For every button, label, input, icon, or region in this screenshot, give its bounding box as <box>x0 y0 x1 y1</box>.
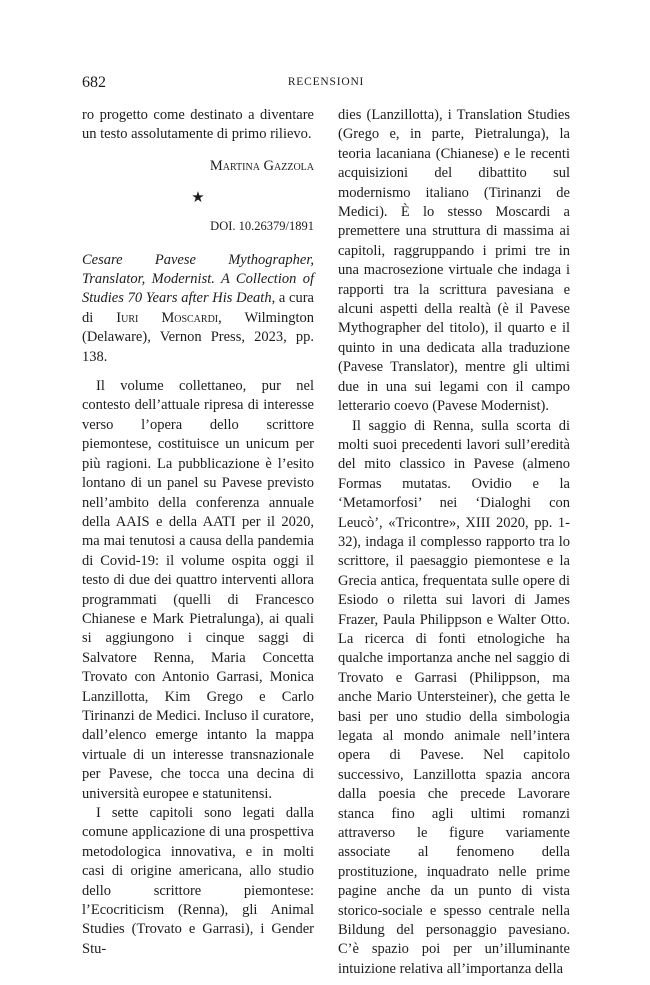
paragraph-3: Il saggio di Renna, sulla scorta di molti suoi precedenti lavori sull’eredità del mito classico in Pavese (almeno Formas mutatas. Ovidio e la ‘Metamorfosi’ nei ‘Dialoghi con Leucò’, «Tricontre», XIII 2020, pp. 1-32), indaga il complesso rapporto tra lo scrittore, il paesaggio piemontese e la Grecia antica, frequentata sulle opere di Esiodo o riletta sui lavori di James Frazer, Paula Philippson e Walter Otto. La ricerca di fonti etnologiche ha qualche importanza anche nel saggio di Trovato e Garrasi (Philippson, ma anche Mario Untersteiner), che getta le basi per uno studio della simbologia legata al mondo animale nell’intera opera di Pavese. Nel capitolo successivo, Lanzillotta spazia ancora dalla poesia che precede Lavorare stanca fino agli ultimi romanzi attraverso le figure variamente associate al fenomeno della prostituzione, inquadrato nelle prime pagine anche da un punto di vista storico-sociale e spesso centrale nella Bildung del personaggio pavesiano. C’è spazio poi per un’illuminante intuizione relativa all’importanza della <box>338 417 570 977</box>
editor-name: Iuri Moscardi <box>116 309 219 326</box>
book-title: Cesare Pavese Mythographer, Translator, Modernist. A Collection of Studies 70 Years after His Death <box>82 251 314 307</box>
previous-review-ending: ro progetto come destinato a diventare un testo assolutamente di primo rilievo. <box>82 107 314 143</box>
publication-info: , Wilmington (Delaware), Vernon Press, 2023, pp. 138. <box>82 309 314 365</box>
page-header <box>82 74 570 94</box>
page-number: 682 <box>82 74 106 91</box>
doi-reference: DOI. 10.26379/1891 <box>210 219 314 234</box>
paragraph-2-continued: dies (Lanzillotta), i Translation Studies (Grego e, in parte, Pietralunga), la teoria lacaniana (Chianese) e le recenti acquisizioni del dibattito sul modernismo italiano (Tirinanzi de Medici). È lo stesso Moscardi a premettere una struttura di massima ai capitoli, raggruppando i primi tre in una macrosezione virtuale che indaga i rapporti tra la scrittura pavesiana e alcuni aspetti della realtà (è il Pavese Mythographer del titolo), il quarto e il quinto in una dedicata alla traduzione (Pavese Translator), mentre gli ultimi due in una sui legami con il campo letterario coevo (Pavese Modernist). <box>338 107 570 415</box>
book-reference <box>82 251 314 367</box>
star-separator: ★ <box>191 190 205 207</box>
reviewer-signature: Martina Gazzola <box>209 157 314 174</box>
running-head: RECENSIONI <box>287 76 365 88</box>
curated-by: , a cura di <box>82 290 314 326</box>
paragraph-1: Il volume collettaneo, pur nel contesto dell’attuale ripresa di interesse verso l’opera dello scrittore piemontese, costituisce un unicum per più ragioni. La pubblicazione è l’esito lontano di un panel su Pavese previsto nell’ambito della conferenza annuale della AAIS e della AATI per il 2020, ma mai tenutosi a causa della pandemia di Covid-19: il volume ospita oggi il testo di due dei quattro interventi allora programmati (quelli di Francesco Chianese e Mark Pietralunga), ai quali si aggiungono i cinque saggi di Salvatore Renna, Maria Concetta Trovato con Antonio Garrasi, Monica Lanzillotta, Kim Grego e Carlo Tirinanzi de Medici. Incluso il curatore, dall’elenco emerge intanto la mappa virtuale di un interesse transnazionale per Pavese, che tocca una decina di università europee e statunitensi. <box>82 378 314 802</box>
right-column <box>338 106 570 979</box>
left-column <box>82 106 314 959</box>
paragraph-2: I sette capitoli sono legati dalla comune applicazione di una prospettiva metodologica innovativa, e in molti casi di origine americana, allo studio dello scrittore piemontese: l’Ecocriticism (Renna), gli Animal Studies (Trovato e Garrasi), i Gender Stu- <box>82 805 314 957</box>
